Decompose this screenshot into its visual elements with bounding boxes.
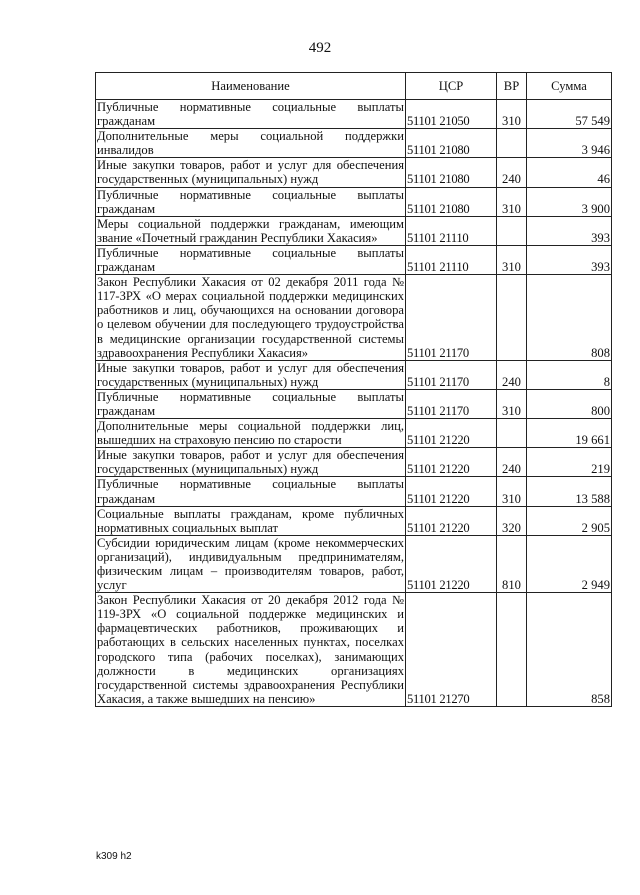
header-name: Наименование [96,73,406,100]
row-vr-cell [497,419,527,448]
row-csr-cell: 51101 21050 [406,100,497,129]
row-sum-cell: 800 [527,389,612,418]
table-header-row [96,73,612,100]
row-vr-cell: 240 [497,158,527,187]
row-csr-cell: 51101 21170 [406,275,497,361]
row-sum-cell: 3 946 [527,129,612,158]
row-name-cell: Закон Республики Хакасия от 02 декабря 2011 года № 117-ЗРХ «О мерах социальной поддержки медицинских работников и лиц, обучающихся на основании договора о целевом обучении для последующего трудоустройства в медицинские организации государственной системы здравоохранения Республики Хакасия» [97,275,404,360]
row-csr-cell: 51101 21080 [406,187,497,216]
row-csr-cell: 51101 21170 [406,389,497,418]
row-name-cell: Публичные нормативные социальные выплаты гражданам [97,389,404,418]
row-vr-cell [497,129,527,158]
table-row [96,100,612,129]
header-csr: ЦСР [406,73,497,100]
row-sum-cell: 8 [527,360,612,389]
row-sum-cell: 57 549 [527,100,612,129]
table-row [96,245,612,274]
budget-table [95,72,612,707]
row-csr-cell: 51101 21220 [406,448,497,477]
row-csr-cell: 51101 21220 [406,535,497,592]
row-vr-cell: 310 [497,100,527,129]
table-row [96,419,612,448]
row-sum-cell: 13 588 [527,477,612,506]
row-csr-cell: 51101 21270 [406,593,497,707]
row-csr-cell: 51101 21220 [406,477,497,506]
row-name-cell: Иные закупки товаров, работ и услуг для обеспечения государственных (муниципальных) нужд [97,448,404,477]
row-csr-cell: 51101 21110 [406,216,497,245]
row-sum-cell: 393 [527,245,612,274]
row-vr-cell: 240 [497,360,527,389]
row-csr-cell: 51101 21080 [406,158,497,187]
row-name-cell: Дополнительные меры социальной поддержки инвалидов [97,129,404,158]
row-sum-cell: 219 [527,448,612,477]
row-csr-cell: 51101 21110 [406,245,497,274]
page-number: 492 [308,40,332,56]
table-body [96,100,612,707]
row-vr-cell: 310 [497,245,527,274]
row-sum-cell: 19 661 [527,419,612,448]
row-vr-cell [497,216,527,245]
row-name-cell: Социальные выплаты гражданам, кроме публичных нормативных социальных выплат [97,506,404,535]
row-vr-cell: 240 [497,448,527,477]
row-vr-cell [497,275,527,361]
row-csr-cell: 51101 21170 [406,360,497,389]
row-sum-cell: 3 900 [527,187,612,216]
table-row [96,187,612,216]
table-row [96,535,612,592]
row-name-cell: Иные закупки товаров, работ и услуг для обеспечения государственных (муниципальных) нужд [97,360,404,389]
row-vr-cell [497,593,527,707]
row-name-cell: Публичные нормативные социальные выплаты гражданам [97,245,404,275]
row-name-cell: Закон Республики Хакасия от 20 декабря 2012 года № 119-ЗРХ «О социальной поддержке медицинских и фармацевтических работников, проживающих и работающих в сельских населенных пунктах, поселках городского типа (рабочих поселках), занимающих должности в медицинских организациях государственной системы здравоохранения Республики Хакасия, а также вышедших на пенсию» [97,593,404,706]
table-row [96,360,612,389]
header-vr: ВР [497,73,527,100]
row-name-cell: Публичные нормативные социальные выплаты гражданам [97,187,404,216]
header-sum: Сумма [527,73,612,100]
footer-code: k309 h2 [96,851,132,862]
table-row [96,506,612,535]
row-vr-cell: 310 [497,477,527,506]
row-sum-cell: 2 949 [527,535,612,592]
table-row [96,593,612,707]
row-name-cell: Меры социальной поддержки гражданам, имеющим звание «Почетный гражданин Республики Хакасия» [97,216,404,245]
table-row [96,477,612,506]
row-csr-cell: 51101 21220 [406,419,497,448]
row-name-cell: Публичные нормативные социальные выплаты гражданам [97,100,404,129]
row-vr-cell: 310 [497,389,527,418]
row-name-cell: Дополнительные меры социальной поддержки лиц, вышедших на страховую пенсию по старости [97,419,404,448]
row-name-cell: Публичные нормативные социальные выплаты гражданам [97,477,404,506]
row-sum-cell: 808 [527,275,612,361]
row-name-cell: Иные закупки товаров, работ и услуг для обеспечения государственных (муниципальных) нужд [97,158,404,187]
row-sum-cell: 393 [527,216,612,245]
row-name-cell: Субсидии юридическим лицам (кроме некоммерческих организаций), индивидуальным предпринимателям, физическим лицам – производителям товаров, работ, услуг [97,535,404,593]
table-row [96,275,612,361]
table-row [96,216,612,245]
row-vr-cell: 810 [497,535,527,592]
row-sum-cell: 2 905 [527,506,612,535]
row-sum-cell: 46 [527,158,612,187]
table-row [96,389,612,418]
table-row [96,129,612,158]
row-csr-cell: 51101 21220 [406,506,497,535]
table-row [96,448,612,477]
row-vr-cell: 320 [497,506,527,535]
table-row [96,158,612,187]
row-csr-cell: 51101 21080 [406,129,497,158]
row-sum-cell: 858 [527,593,612,707]
row-vr-cell: 310 [497,187,527,216]
